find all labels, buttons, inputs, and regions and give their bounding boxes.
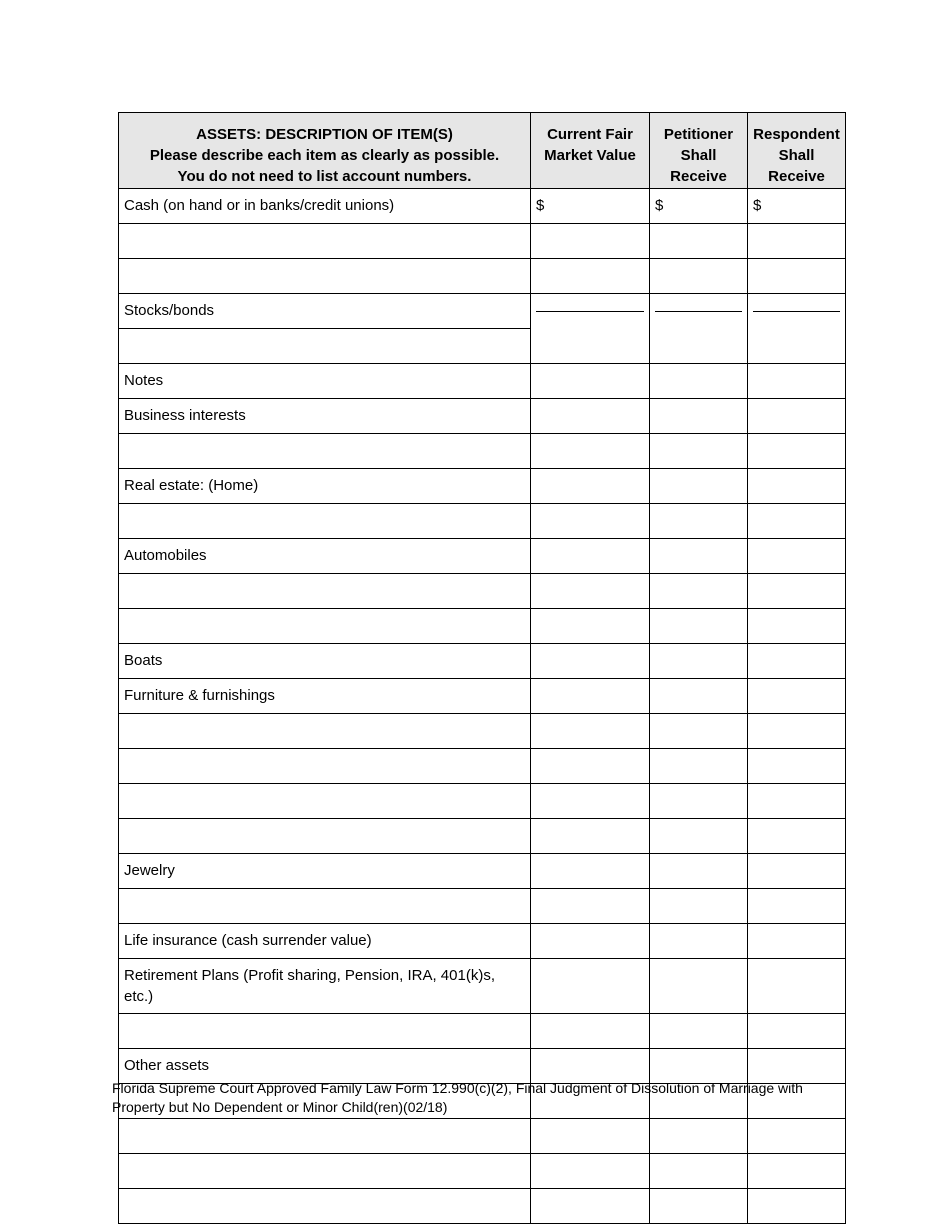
respondent-field[interactable] xyxy=(748,399,846,434)
petitioner-field[interactable] xyxy=(650,644,748,679)
petitioner-field[interactable] xyxy=(650,1014,748,1049)
description-field[interactable] xyxy=(119,1154,531,1189)
stocks-label: Stocks/bonds xyxy=(119,294,531,329)
cash-label: Cash (on hand or in banks/credit unions) xyxy=(119,189,531,224)
description-header-line2: Please describe each item as clearly as possible. xyxy=(149,147,500,164)
petitioner-field[interactable] xyxy=(650,364,748,399)
description-field[interactable] xyxy=(119,1119,531,1154)
table-row xyxy=(119,1154,846,1189)
real-estate-label: Real estate: (Home) xyxy=(119,469,531,504)
form-footer: Florida Supreme Court Approved Family Law Form 12.990(c)(2), Final Judgment of Dissolution of Marriage with Property but No Dependent or Minor Child(ren)(02/18) xyxy=(112,1080,803,1115)
table-row xyxy=(119,574,846,609)
respondent-field[interactable] xyxy=(748,924,846,959)
table-row-automobiles xyxy=(119,539,846,574)
value-field[interactable] xyxy=(531,819,650,854)
value-field[interactable] xyxy=(531,959,650,1014)
value-field[interactable] xyxy=(531,434,650,469)
table-row xyxy=(119,819,846,854)
value-field[interactable] xyxy=(531,469,650,504)
value-field[interactable] xyxy=(531,924,650,959)
table-row xyxy=(119,1119,846,1154)
cash-value-field[interactable] xyxy=(531,189,650,224)
petitioner-field[interactable] xyxy=(650,854,748,889)
description-header-line1: ASSETS: DESCRIPTION OF ITEM(S) xyxy=(196,126,453,143)
blank-line xyxy=(536,311,644,312)
table-row xyxy=(119,504,846,539)
description-field[interactable] xyxy=(119,1189,531,1224)
description-field[interactable] xyxy=(119,609,531,644)
respondent-field[interactable] xyxy=(748,1014,846,1049)
business-label: Business interests xyxy=(119,399,531,434)
value-field[interactable] xyxy=(531,504,650,539)
cash-respondent-field[interactable] xyxy=(748,189,846,224)
respondent-field[interactable] xyxy=(748,1189,846,1224)
petitioner-field[interactable] xyxy=(650,539,748,574)
petitioner-field[interactable] xyxy=(650,924,748,959)
respondent-field[interactable] xyxy=(748,364,846,399)
table-header-row xyxy=(119,113,846,189)
petitioner-field[interactable] xyxy=(650,574,748,609)
description-field[interactable] xyxy=(119,434,531,469)
value-field[interactable] xyxy=(531,399,650,434)
description-header-line3: You do not need to list account numbers. xyxy=(177,168,472,185)
petitioner-field[interactable] xyxy=(650,1154,748,1189)
value-field[interactable] xyxy=(531,259,650,294)
retirement-label: Retirement Plans (Profit sharing, Pension, IRA, 401(k)s, etc.) xyxy=(119,959,531,1014)
value-field[interactable] xyxy=(531,1189,650,1224)
petitioner-field[interactable] xyxy=(650,959,748,1014)
respondent-field[interactable] xyxy=(748,1119,846,1154)
petitioner-field[interactable] xyxy=(650,399,748,434)
value-field[interactable] xyxy=(531,1014,650,1049)
table-row-notes xyxy=(119,364,846,399)
petitioner-field[interactable] xyxy=(650,224,748,259)
table-row-life-insurance xyxy=(119,924,846,959)
table-row xyxy=(119,259,846,294)
respondent-field[interactable] xyxy=(748,714,846,749)
table-row-stocks xyxy=(119,294,846,329)
description-field[interactable] xyxy=(119,889,531,924)
stocks-petitioner-field[interactable] xyxy=(650,294,748,364)
respondent-field[interactable] xyxy=(748,749,846,784)
petitioner-field[interactable] xyxy=(650,889,748,924)
stocks-value-field[interactable] xyxy=(531,294,650,364)
petitioner-field[interactable] xyxy=(650,434,748,469)
description-header xyxy=(119,113,531,189)
petitioner-field[interactable] xyxy=(650,714,748,749)
respondent-field[interactable] xyxy=(748,644,846,679)
table-row-retirement xyxy=(119,959,846,1014)
respondent-field[interactable] xyxy=(748,469,846,504)
petitioner-field[interactable] xyxy=(650,504,748,539)
blank-line xyxy=(655,311,742,312)
value-field[interactable] xyxy=(531,679,650,714)
description-field[interactable] xyxy=(119,819,531,854)
respondent-field[interactable] xyxy=(748,504,846,539)
description-field[interactable] xyxy=(119,329,531,364)
value-field[interactable] xyxy=(531,749,650,784)
table-row-jewelry xyxy=(119,854,846,889)
respondent-field[interactable] xyxy=(748,854,846,889)
respondent-field[interactable] xyxy=(748,819,846,854)
respondent-field[interactable] xyxy=(748,679,846,714)
table-row xyxy=(119,1014,846,1049)
petitioner-field[interactable] xyxy=(650,259,748,294)
petitioner-field[interactable] xyxy=(650,1189,748,1224)
respondent-field[interactable] xyxy=(748,959,846,1014)
respondent-field[interactable] xyxy=(748,609,846,644)
dollar-sign: $ xyxy=(753,197,762,214)
value-field[interactable] xyxy=(531,609,650,644)
value-field[interactable] xyxy=(531,364,650,399)
description-field[interactable] xyxy=(119,224,531,259)
table-row xyxy=(119,889,846,924)
petitioner-receive-header: Petitioner Shall Receive xyxy=(650,113,748,189)
table-row-boats xyxy=(119,644,846,679)
value-field[interactable] xyxy=(531,1154,650,1189)
cash-petitioner-field[interactable] xyxy=(650,189,748,224)
description-field[interactable] xyxy=(119,749,531,784)
description-field[interactable] xyxy=(119,1014,531,1049)
description-field[interactable] xyxy=(119,259,531,294)
boats-label: Boats xyxy=(119,644,531,679)
value-field[interactable] xyxy=(531,574,650,609)
value-field[interactable] xyxy=(531,889,650,924)
furniture-label: Furniture & furnishings xyxy=(119,679,531,714)
table-row xyxy=(119,224,846,259)
table-row-business xyxy=(119,399,846,434)
value-field[interactable] xyxy=(531,784,650,819)
respondent-field[interactable] xyxy=(748,539,846,574)
life-insurance-label: Life insurance (cash surrender value) xyxy=(119,924,531,959)
dollar-sign: $ xyxy=(536,197,545,214)
table-row xyxy=(119,714,846,749)
petitioner-field[interactable] xyxy=(650,469,748,504)
blank-line xyxy=(753,311,840,312)
petitioner-field[interactable] xyxy=(650,679,748,714)
respondent-receive-header: Respondent Shall Receive xyxy=(748,113,846,189)
respondent-field[interactable] xyxy=(748,784,846,819)
fair-market-value-header: Current Fair Market Value xyxy=(531,113,650,189)
description-field[interactable] xyxy=(119,504,531,539)
other-assets-label: Other assets xyxy=(119,1049,531,1084)
description-field[interactable] xyxy=(119,784,531,819)
value-field[interactable] xyxy=(531,644,650,679)
notes-label: Notes xyxy=(119,364,531,399)
description-field[interactable] xyxy=(119,714,531,749)
table-row xyxy=(119,434,846,469)
respondent-field[interactable] xyxy=(748,1154,846,1189)
respondent-field[interactable] xyxy=(748,259,846,294)
jewelry-label: Jewelry xyxy=(119,854,531,889)
respondent-field[interactable] xyxy=(748,574,846,609)
dollar-sign: $ xyxy=(655,197,664,214)
assets-table xyxy=(118,112,846,1224)
value-field[interactable] xyxy=(531,854,650,889)
table-row xyxy=(119,749,846,784)
automobiles-label: Automobiles xyxy=(119,539,531,574)
table-row xyxy=(119,784,846,819)
value-field[interactable] xyxy=(531,539,650,574)
respondent-field[interactable] xyxy=(748,224,846,259)
table-row xyxy=(119,1189,846,1224)
stocks-respondent-field[interactable] xyxy=(748,294,846,364)
table-row-cash xyxy=(119,189,846,224)
respondent-field[interactable] xyxy=(748,434,846,469)
petitioner-field[interactable] xyxy=(650,784,748,819)
table-row-real-estate xyxy=(119,469,846,504)
value-field[interactable] xyxy=(531,224,650,259)
petitioner-field[interactable] xyxy=(650,1119,748,1154)
value-field[interactable] xyxy=(531,714,650,749)
description-field[interactable] xyxy=(119,574,531,609)
table-row-furniture xyxy=(119,679,846,714)
petitioner-field[interactable] xyxy=(650,819,748,854)
petitioner-field[interactable] xyxy=(650,749,748,784)
value-field[interactable] xyxy=(531,1119,650,1154)
petitioner-field[interactable] xyxy=(650,609,748,644)
table-row xyxy=(119,609,846,644)
respondent-field[interactable] xyxy=(748,889,846,924)
